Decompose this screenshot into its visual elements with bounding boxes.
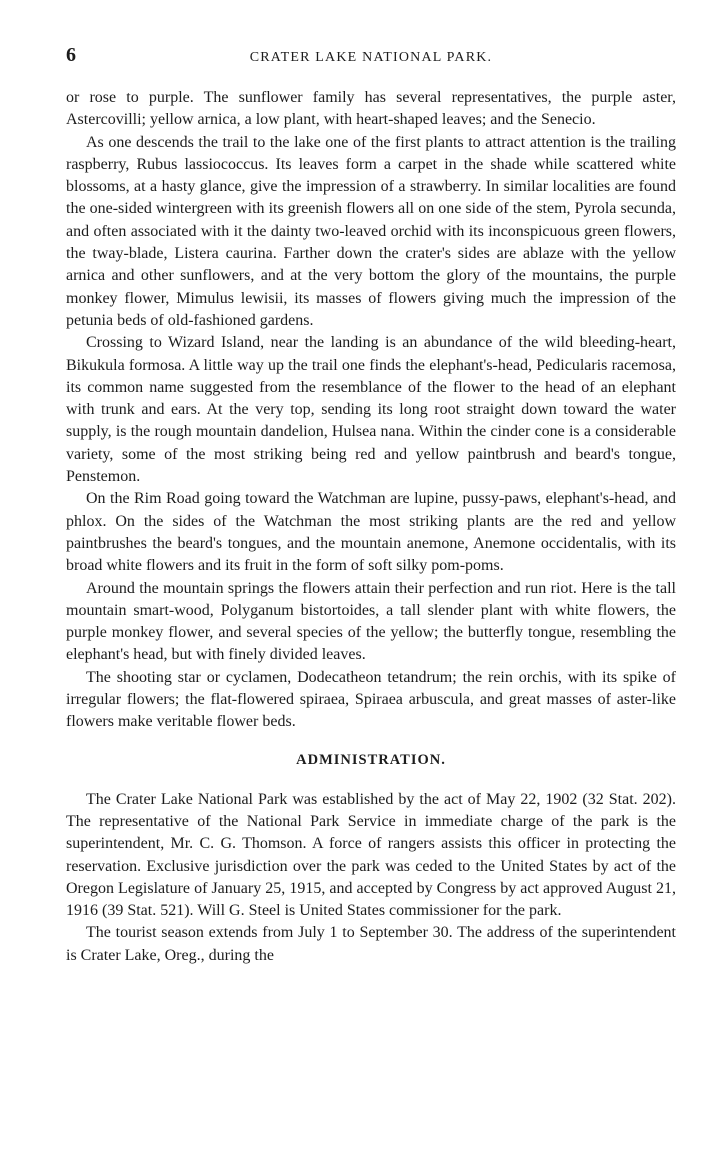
paragraph-rim-road: On the Rim Road going toward the Watchman are lupine, pussy-paws, elephant's-head, and phlox. On the sides of the Watchman the most striking plants are the red and yellow paintbrushes the beard's tongues, and the mountain anemone, Anemone occidentalis, with its broad white flowers and its fruit in the form of soft silky pom-poms. — [66, 490, 676, 575]
page-header — [66, 44, 676, 67]
section-heading-administration: ADMINISTRATION. — [296, 751, 446, 768]
paragraph-mountain-springs: Around the mountain springs the flowers attain their perfection and run riot. Here is the tall mountain smart-wood, Polyganum bistortoides, a tall slender plant with white flowers, the purple monkey flower, and several species of the yellow; the butterfly tongue, resembling the elephant's head, but with finely divided leaves. — [66, 579, 676, 664]
running-title: CRATER LAKE NATIONAL PARK. — [249, 50, 493, 65]
document-page — [66, 44, 676, 967]
paragraph-trail-to-lake: As one descends the trail to the lake one of the first plants to attract attention is the trailing raspberry, Rubus lassiococcus. Its leaves form a carpet in the shade while scattered white blossoms, at a hasty glance, give the impression of a strawberry. In similar localities are found the one-sided wintergreen with its greenish flowers all on one side of the stem, Pyrola secunda, and often associated with it the dainty two-leaved orchid with its inconspicuous green flowers, the tway-blade, Listera caurina. Farther down the crater's sides are ablaze with the yellow arnica and other sunflowers, and at the very bottom the glory of the mountains, the purple monkey flower, Mimulus lewisii, its masses of flowers giving much the impression of the petunia beds of old-fashioned gardens. — [66, 133, 676, 329]
paragraph-tourist-season: The tourist season extends from July 1 to September 30. The address of the superintendent is Crater Lake, Oreg., during the — [66, 924, 676, 964]
page-number: 6 — [66, 44, 76, 66]
paragraph-wizard-island: Crossing to Wizard Island, near the landing is an abundance of the wild bleeding-heart, Bikukula formosa. A little way up the trail one finds the elephant's-head, Pedicularis racemosa, its common name suggested from the resemblance of the flower to the head of an elephant with trunk and ears. At the very top, sending its long root straight down toward the water supply, is the rough mountain dandelion, Hulsea nana. Within the cinder cone is a considerable variety, some of the most striking being red and yellow paintbrush and beard's tongue, Penstemon. — [66, 334, 676, 486]
paragraph-shooting-star: The shooting star or cyclamen, Dodecatheon tetandrum; the rein orchis, with its spike of irregular flowers; the flat-flowered spiraea, Spiraea arbuscula, and great masses of aster-like flowers make veritable flower beds. — [66, 668, 676, 731]
paragraph-park-establishment: The Crater Lake National Park was established by the act of May 22, 1902 (32 Stat. 202). The representative of the National Park Service in immediate charge of the park is the superintendent, Mr. C. G. Thomson. A force of rangers assists this officer in protecting the reservation. Exclusive jurisdiction over the park was ceded to the United States by act of the Oregon Legislature of January 25, 1915, and accepted by Congress by act approved August 21, 1916 (39 Stat. 521). Will G. Steel is United States commissioner for the park. — [66, 790, 676, 920]
paragraph-flower-families: or rose to purple. The sunflower family has several representatives, the purple aster, Astercovilli; yellow arnica, a low plant, with heart-shaped leaves; and the Senecio. — [66, 89, 676, 129]
